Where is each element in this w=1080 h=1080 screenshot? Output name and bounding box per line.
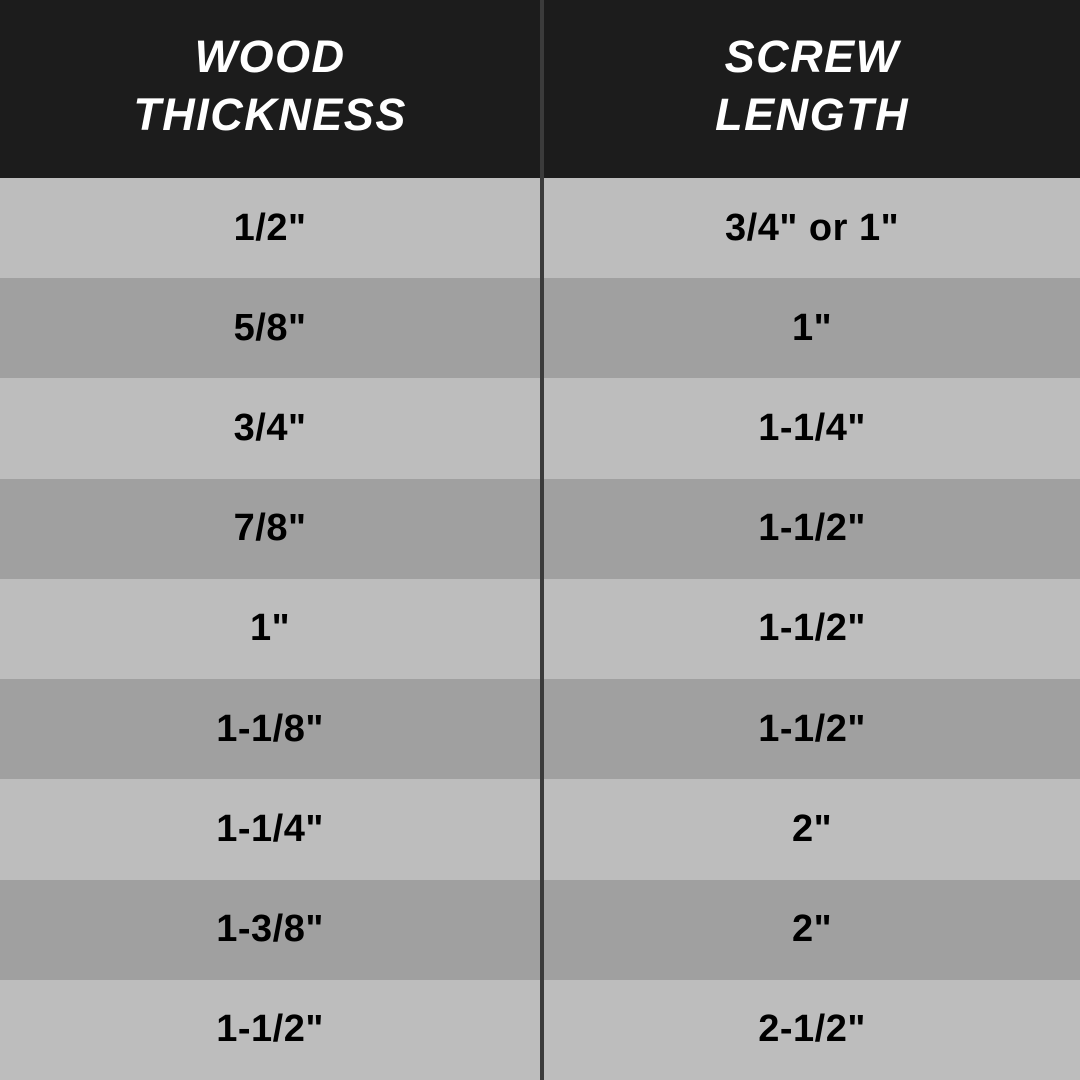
- table-row: [0, 278, 1080, 378]
- table-row: [0, 579, 1080, 679]
- cell-wood-thickness: 1": [0, 579, 542, 679]
- column-header-screw-length: [542, 0, 1080, 178]
- cell-wood-thickness: 1-1/8": [0, 679, 542, 779]
- table-body: [0, 178, 1080, 1080]
- cell-wood-thickness: 7/8": [0, 479, 542, 579]
- cell-wood-thickness: 1-1/4": [0, 779, 542, 879]
- table-row: [0, 378, 1080, 478]
- table-header-row: [0, 0, 1080, 178]
- cell-wood-thickness: 1-1/2": [0, 980, 542, 1080]
- cell-screw-length: 2": [542, 880, 1080, 980]
- cell-screw-length: 1": [542, 278, 1080, 378]
- cell-screw-length: 1-1/2": [542, 679, 1080, 779]
- cell-screw-length: 3/4" or 1": [542, 178, 1080, 278]
- column-header-wood-thickness-line-1: WOOD: [194, 31, 346, 83]
- cell-screw-length: 1-1/2": [542, 579, 1080, 679]
- column-header-wood-thickness-line-2: THICKNESS: [133, 89, 407, 140]
- column-header-screw-length-line-2: LENGTH: [715, 89, 910, 140]
- cell-wood-thickness: 1/2": [0, 178, 542, 278]
- table-row: [0, 479, 1080, 579]
- cell-wood-thickness: 3/4": [0, 378, 542, 478]
- cell-screw-length: 1-1/2": [542, 479, 1080, 579]
- cell-screw-length: 2-1/2": [542, 980, 1080, 1080]
- column-header-screw-length-line-1: SCREW: [724, 31, 900, 83]
- cell-wood-thickness: 1-3/8": [0, 880, 542, 980]
- table-row: [0, 178, 1080, 278]
- cell-screw-length: 2": [542, 779, 1080, 879]
- cell-wood-thickness: 5/8": [0, 278, 542, 378]
- table-header: [0, 0, 1080, 178]
- cell-screw-length: 1-1/4": [542, 378, 1080, 478]
- column-header-wood-thickness: [0, 0, 542, 178]
- table-row: [0, 880, 1080, 980]
- table-row: [0, 779, 1080, 879]
- table-row: [0, 679, 1080, 779]
- table-row: [0, 980, 1080, 1080]
